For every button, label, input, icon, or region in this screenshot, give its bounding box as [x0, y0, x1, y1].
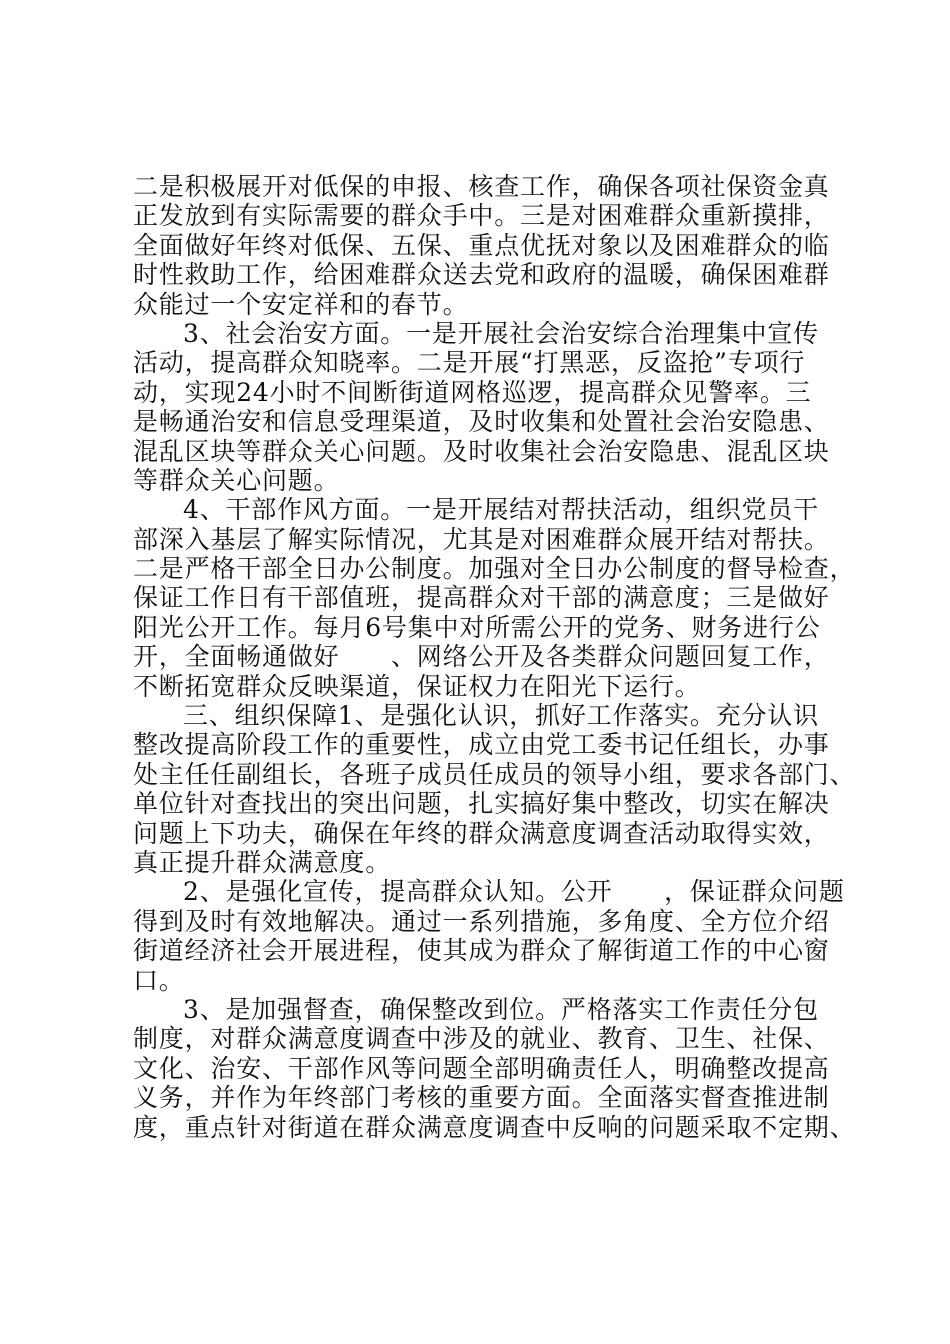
paragraph-first-line: 2、是强化宣传，提高群众认知。公开 ，保证群众问题 — [183, 877, 845, 907]
paragraph-first-line: 4、干部作风方面。一是开展结对帮扶活动，组织党员干 — [183, 495, 819, 525]
text-line: 制度，对群众满意度调查中涉及的就业、教育、卫生、社保、 — [133, 1024, 830, 1054]
text-line: 街道经济社会开展进程，使其成为群众了解街道工作的中心窗 — [133, 936, 830, 966]
text-line: 二是严格干部全日办公制度。加强对全日办公制度的督导检查， — [133, 554, 856, 584]
text-line: 是畅通治安和信息受理渠道，及时收集和处置社会治安隐患、 — [133, 407, 830, 437]
text-line: 时性救助工作，给困难群众送去党和政府的温暖，确保困难群 — [133, 260, 830, 290]
text-line: 等群众关心问题。 — [133, 465, 340, 495]
text-line: 处主任任副组长，各班子成员任成员的领导小组，要求各部门、 — [133, 759, 856, 789]
text-line: 开，全面畅通做好 、网络公开及各类群众问题回复工作， — [133, 642, 830, 672]
text-line: 阳光公开工作。每月6号集中对所需公开的党务、财务进行公 — [133, 612, 821, 642]
text-line: 口。 — [133, 965, 185, 995]
text-line: 二是积极展开对低保的申报、核查工作，确保各项社保资金真 — [133, 172, 830, 201]
text-line: 整改提高阶段工作的重要性，成立由党工委书记任组长，办事 — [133, 730, 830, 760]
text-line: 度，重点针对街道在群众满意度调查中反响的问题采取不定期、 — [133, 1112, 856, 1142]
text-line: 部深入基层了解实际情况，尤其是对困难群众展开结对帮扶。 — [133, 524, 830, 554]
text-line: 不断拓宽群众反映渠道，保证权力在阳光下运行。 — [133, 671, 701, 701]
document-body — [133, 172, 856, 1142]
text-line: 义务，并作为年终部门考核的重要方面。全面落实督查推进制 — [133, 1083, 830, 1113]
text-line: 活动，提高群众知晓率。二是开展“打黑恶，反盗抢”专项行 — [133, 348, 806, 378]
text-line: 混乱区块等群众关心问题。及时收集社会治安隐患、混乱区块 — [133, 436, 830, 466]
text-line: 真正提升群众满意度。 — [133, 847, 392, 877]
paragraph-first-line: 3、是加强督查，确保整改到位。严格落实工作责任分包 — [183, 994, 819, 1024]
text-line: 问题上下功夫，确保在年终的群众满意度调查活动取得实效， — [133, 818, 830, 848]
paragraph-first-line: 3、社会治安方面。一是开展社会治安综合治理集中宣传 — [183, 318, 819, 348]
text-line: 全面做好年终对低保、五保、重点优抚对象以及困难群众的临 — [133, 230, 830, 260]
paragraph-first-line: 三、组织保障1、是强化认识，抓好工作落实。充分认识 — [183, 701, 819, 731]
text-line: 单位针对查找出的突出问题，扎实搞好集中整改，切实在解决 — [133, 789, 830, 819]
text-line: 得到及时有效地解决。通过一系列措施，多角度、全方位介绍 — [133, 906, 830, 936]
text-line: 动，实现24小时不间断街道网格巡逻，提高群众见警率。三 — [133, 377, 812, 407]
text-line: 保证工作日有干部值班，提高群众对干部的满意度；三是做好 — [133, 583, 830, 613]
text-line: 文化、治安、干部作风等问题全部明确责任人，明确整改提高 — [133, 1053, 830, 1083]
text-line: 众能过一个安定祥和的春节。 — [133, 289, 469, 319]
text-line: 正发放到有实际需要的群众手中。三是对困难群众重新摸排， — [133, 201, 830, 231]
